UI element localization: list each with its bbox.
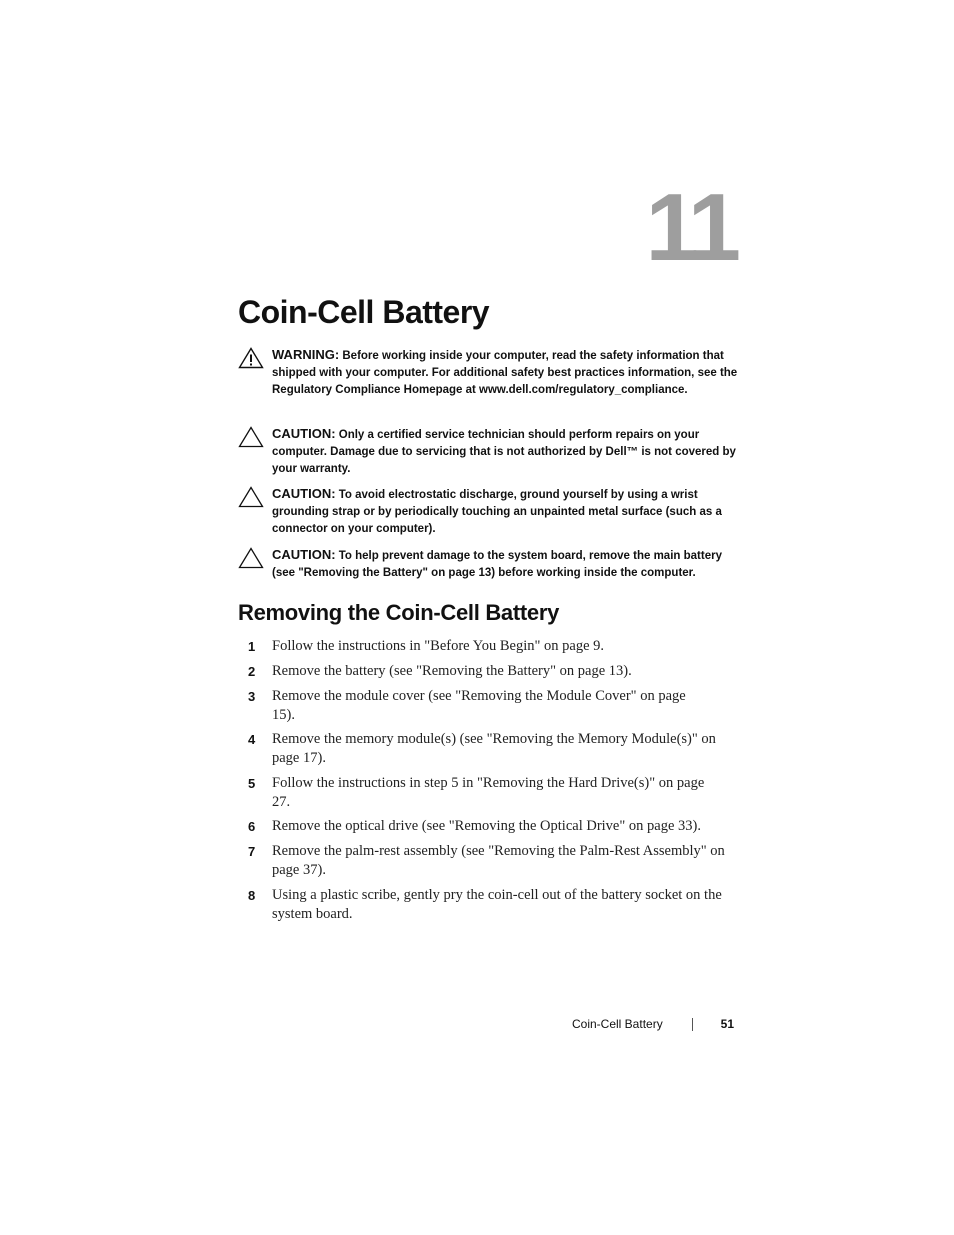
step-text: Follow the instructions in "Before You Begin" on page 9. [272,638,605,654]
list-item [238,886,738,924]
warning-notice [238,346,738,399]
step-number: 7 [248,844,256,859]
notice-label: WARNING: [272,347,340,362]
chapter-number: 11 [645,174,735,281]
caution-notice [238,425,738,478]
list-item [238,730,738,768]
chapter-title: Coin-Cell Battery [238,294,490,330]
list-item [238,662,738,681]
step-text: Remove the palm-rest assembly (see "Removing the Palm-Rest Assembly" on page 37). [272,843,725,878]
section-title: Removing the Coin-Cell Battery [238,600,560,625]
notice-label: CAUTION: [272,547,336,562]
step-text: Follow the instructions in step 5 in "Removing the Hard Drive(s)" on page 27. [272,775,705,810]
footer-title: Coin-Cell Battery [572,1017,663,1031]
page-footer [560,1014,736,1034]
step-text: Remove the memory module(s) (see "Removing the Memory Module(s)" on page 17). [272,731,716,766]
step-number: 8 [248,888,256,903]
caution-notice [238,485,738,538]
caution-triangle-icon [238,547,264,569]
step-text: Remove the module cover (see "Removing the Module Cover" on page 15). [272,688,686,723]
step-number: 6 [248,819,256,834]
list-item [238,774,738,812]
caution-triangle-icon [238,486,264,508]
step-number: 2 [248,664,256,679]
notice-text: To help prevent damage to the system board, remove the main battery (see "Removing the Battery" on page 13) before working inside the computer. [272,550,722,579]
list-item [238,842,738,880]
warning-triangle-icon [238,347,264,369]
notice-text: Only a certified service technician should perform repairs on your computer. Damage due to servicing that is not authorized by Dell™ is not covered by your warranty. [272,429,736,475]
caution-triangle-icon [238,426,264,448]
step-number: 5 [248,776,256,791]
list-item [238,637,738,656]
notice-text: To avoid electrostatic discharge, ground yourself by using a wrist grounding strap or by periodically touching an unpainted metal surface (such as a connector on your computer). [272,489,722,535]
list-item [238,817,738,836]
footer-divider [692,1018,693,1031]
step-number: 3 [248,689,256,704]
step-text: Using a plastic scribe, gently pry the coin-cell out of the battery socket on the system board. [272,887,722,922]
step-text: Remove the optical drive (see "Removing the Optical Drive" on page 33). [272,818,701,834]
step-number: 4 [248,732,256,747]
page-number: 51 [720,1017,734,1031]
list-item [238,687,738,725]
caution-notice [238,546,738,582]
notice-label: CAUTION: [272,426,336,441]
notice-text: Before working inside your computer, read the safety information that shipped with your computer. For additional safety best practices information, see the Regulatory Compliance Homepage at www.dell.com/regulatory_compliance. [272,350,738,396]
notice-label: CAUTION: [272,486,336,501]
step-text: Remove the battery (see "Removing the Battery" on page 13). [272,663,632,679]
step-number: 1 [248,639,256,654]
